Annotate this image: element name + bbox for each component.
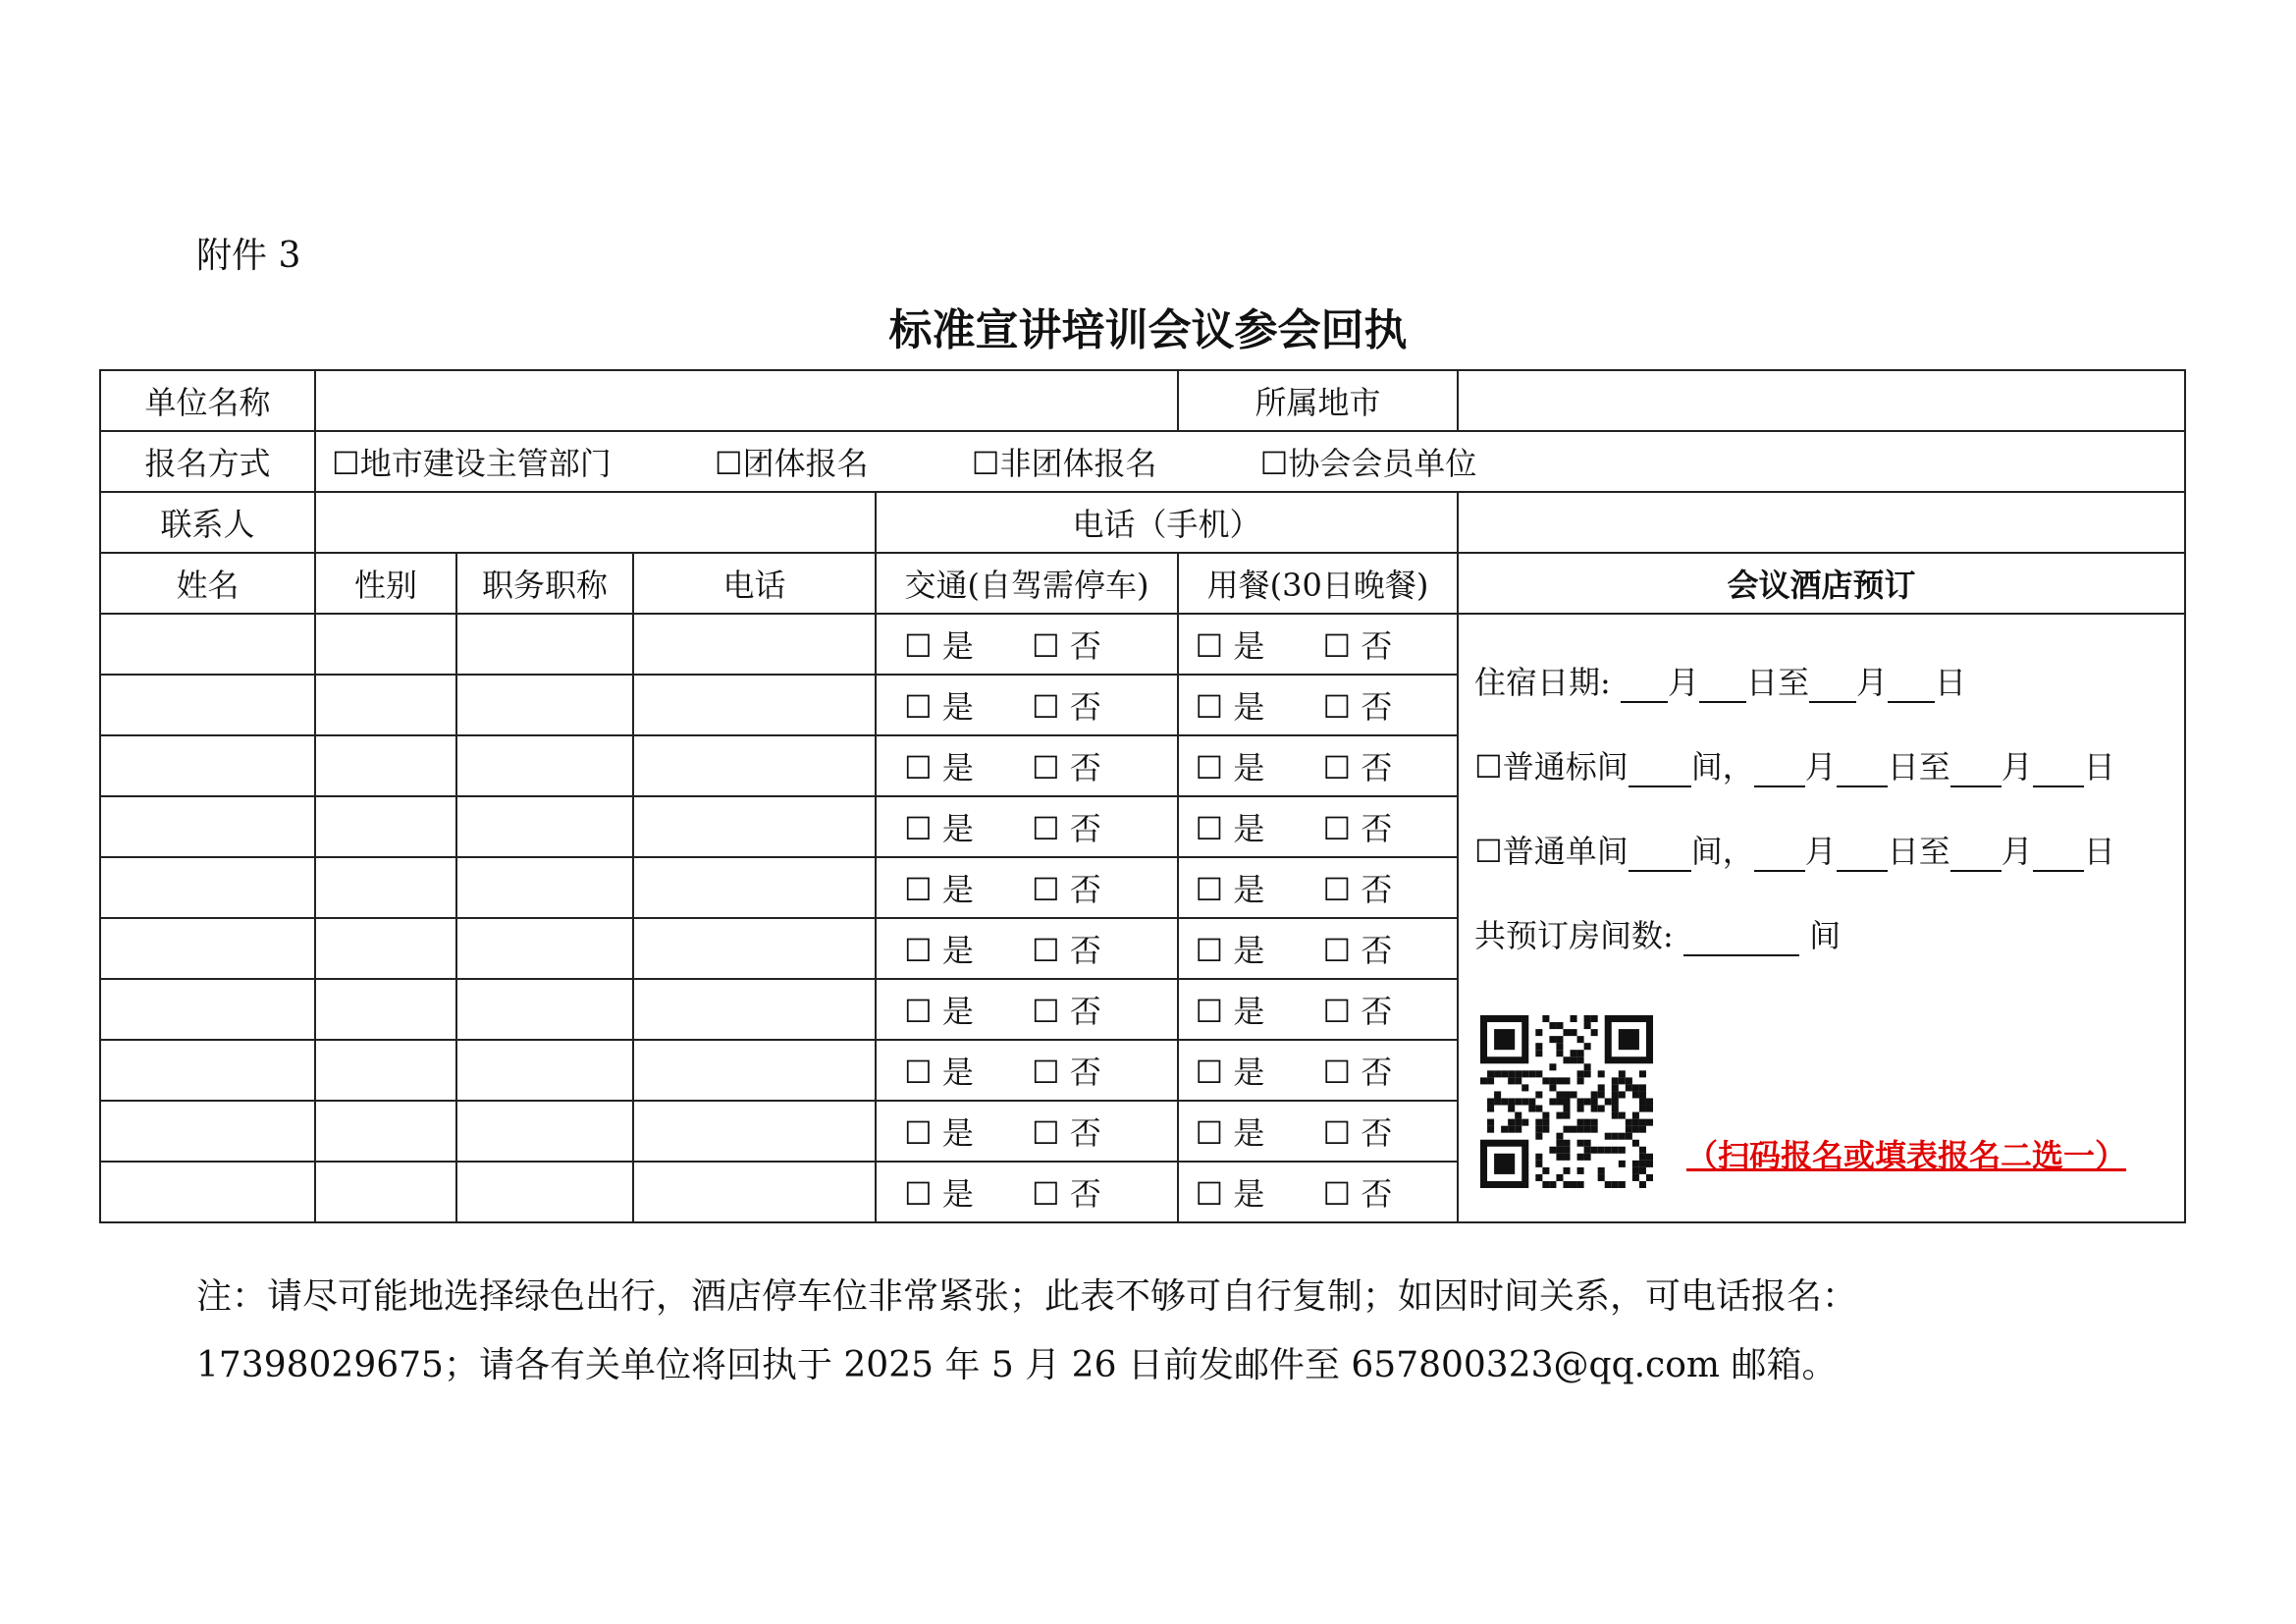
transport-choice (876, 1040, 1178, 1101)
single-room-line[interactable]: ☐普通单间 间， 月 日至 月 日 (1474, 833, 2115, 870)
meal-yes-checkbox[interactable]: ☐ 是 (1195, 810, 1265, 847)
participant-name-input[interactable] (100, 735, 315, 796)
unit-name-input[interactable] (315, 370, 1178, 431)
participant-title-input[interactable] (456, 1040, 633, 1101)
attachment-label: 附件 3 (196, 236, 301, 276)
transport-yes-checkbox[interactable]: ☐ 是 (904, 871, 974, 908)
meal-choice (1178, 857, 1458, 918)
participant-gender-input[interactable] (315, 1101, 456, 1162)
col-title: 职务职称 (456, 553, 633, 614)
meal-choice (1178, 735, 1458, 796)
transport-choice (876, 675, 1178, 735)
method-option-city-dept[interactable]: ☐地市建设主管部门 (332, 445, 612, 482)
participant-title-input[interactable] (456, 614, 633, 675)
note-line-1: 注：请尽可能地选择绿色出行，酒店停车位非常紧张；此表不够可自行复制；如因时间关系，可电话报名： (196, 1276, 1858, 1317)
participant-phone-input[interactable] (633, 675, 876, 735)
meal-no-checkbox[interactable]: ☐ 否 (1322, 932, 1393, 969)
col-hotel: 会议酒店预订 (1458, 553, 2185, 614)
participant-gender-input[interactable] (315, 1162, 456, 1222)
qr-code-icon (1480, 1015, 1653, 1188)
participant-phone-input[interactable] (633, 1101, 876, 1162)
participant-gender-input[interactable] (315, 675, 456, 735)
meal-choice (1178, 918, 1458, 979)
meal-yes-checkbox[interactable]: ☐ 是 (1195, 1175, 1265, 1213)
participant-name-input[interactable] (100, 1101, 315, 1162)
meal-choice (1178, 1040, 1458, 1101)
meal-yes-checkbox[interactable]: ☐ 是 (1195, 932, 1265, 969)
transport-choice (876, 796, 1178, 857)
meal-no-checkbox[interactable]: ☐ 否 (1322, 627, 1393, 665)
meal-choice (1178, 614, 1458, 675)
method-label: 报名方式 (100, 431, 315, 492)
participant-title-input[interactable] (456, 857, 633, 918)
transport-no-checkbox[interactable]: ☐ 否 (1032, 810, 1101, 847)
meal-no-checkbox[interactable]: ☐ 否 (1322, 993, 1393, 1030)
meal-yes-checkbox[interactable]: ☐ 是 (1195, 1054, 1265, 1091)
meal-no-checkbox[interactable]: ☐ 否 (1322, 688, 1393, 726)
participant-phone-input[interactable] (633, 735, 876, 796)
col-gender: 性别 (315, 553, 456, 614)
meal-yes-checkbox[interactable]: ☐ 是 (1195, 993, 1265, 1030)
meal-no-checkbox[interactable]: ☐ 否 (1322, 749, 1393, 786)
participant-gender-input[interactable] (315, 796, 456, 857)
participant-name-input[interactable] (100, 1162, 315, 1222)
standard-room-line[interactable]: ☐普通标间 间， 月 日至 月 日 (1474, 748, 2115, 785)
transport-choice (876, 857, 1178, 918)
participant-title-input[interactable] (456, 796, 633, 857)
transport-no-checkbox[interactable]: ☐ 否 (1032, 1175, 1101, 1213)
method-options (315, 431, 2185, 492)
qr-note: （扫码报名或填表报名二选一） (1686, 1137, 2127, 1174)
col-meal: 用餐(30日晚餐) (1178, 553, 1458, 614)
meal-no-checkbox[interactable]: ☐ 否 (1322, 871, 1393, 908)
participant-phone-input[interactable] (633, 918, 876, 979)
participant-gender-input[interactable] (315, 918, 456, 979)
participant-name-input[interactable] (100, 796, 315, 857)
total-rooms-line[interactable]: 共预订房间数: 间 (1474, 917, 1842, 954)
participant-name-input[interactable] (100, 979, 315, 1040)
participant-name-input[interactable] (100, 857, 315, 918)
transport-no-checkbox[interactable]: ☐ 否 (1032, 993, 1101, 1030)
participant-phone-input[interactable] (633, 1162, 876, 1222)
participant-title-input[interactable] (456, 735, 633, 796)
participant-name-input[interactable] (100, 1040, 315, 1101)
transport-no-checkbox[interactable]: ☐ 否 (1032, 1054, 1101, 1091)
method-option-non-group[interactable]: ☐非团体报名 (971, 445, 1157, 482)
transport-choice (876, 1101, 1178, 1162)
method-option-member[interactable]: ☐协会会员单位 (1259, 445, 1477, 482)
transport-choice (876, 614, 1178, 675)
phone-input[interactable] (1458, 492, 2185, 553)
meal-yes-checkbox[interactable]: ☐ 是 (1195, 627, 1265, 665)
contact-label: 联系人 (100, 492, 315, 553)
meal-no-checkbox[interactable]: ☐ 否 (1322, 1175, 1393, 1213)
meal-yes-checkbox[interactable]: ☐ 是 (1195, 749, 1265, 786)
participant-phone-input[interactable] (633, 796, 876, 857)
transport-no-checkbox[interactable]: ☐ 否 (1032, 627, 1101, 665)
participant-row (100, 614, 2185, 675)
transport-no-checkbox[interactable]: ☐ 否 (1032, 871, 1101, 908)
transport-yes-checkbox[interactable]: ☐ 是 (904, 1054, 974, 1091)
transport-yes-checkbox[interactable]: ☐ 是 (904, 932, 974, 969)
meal-no-checkbox[interactable]: ☐ 否 (1322, 1114, 1393, 1152)
meal-no-checkbox[interactable]: ☐ 否 (1322, 810, 1393, 847)
meal-yes-checkbox[interactable]: ☐ 是 (1195, 688, 1265, 726)
col-phone: 电话 (633, 553, 876, 614)
meal-choice (1178, 1101, 1458, 1162)
meal-choice (1178, 979, 1458, 1040)
meal-choice (1178, 1162, 1458, 1222)
hotel-booking-cell (1458, 614, 2185, 1222)
col-transport: 交通(自驾需停车) (876, 553, 1178, 614)
transport-yes-checkbox[interactable]: ☐ 是 (904, 1175, 974, 1213)
transport-yes-checkbox[interactable]: ☐ 是 (904, 627, 974, 665)
participant-name-input[interactable] (100, 918, 315, 979)
participant-name-input[interactable] (100, 675, 315, 735)
transport-choice (876, 1162, 1178, 1222)
participant-gender-input[interactable] (315, 1040, 456, 1101)
participant-phone-input[interactable] (633, 1040, 876, 1101)
meal-choice (1178, 675, 1458, 735)
city-input[interactable] (1458, 370, 2185, 431)
transport-yes-checkbox[interactable]: ☐ 是 (904, 749, 974, 786)
participant-phone-input[interactable] (633, 979, 876, 1040)
participant-title-input[interactable] (456, 675, 633, 735)
transport-yes-checkbox[interactable]: ☐ 是 (904, 993, 974, 1030)
transport-no-checkbox[interactable]: ☐ 否 (1032, 1114, 1101, 1152)
transport-no-checkbox[interactable]: ☐ 否 (1032, 688, 1101, 726)
unit-name-label: 单位名称 (100, 370, 315, 431)
meal-yes-checkbox[interactable]: ☐ 是 (1195, 871, 1265, 908)
method-option-group[interactable]: ☐团体报名 (714, 445, 869, 482)
participant-title-input[interactable] (456, 979, 633, 1040)
city-label: 所属地市 (1178, 370, 1458, 431)
contact-input[interactable] (315, 492, 876, 553)
participant-gender-input[interactable] (315, 857, 456, 918)
participant-gender-input[interactable] (315, 979, 456, 1040)
participant-title-input[interactable] (456, 918, 633, 979)
transport-choice (876, 979, 1178, 1040)
stay-date-line[interactable]: 住宿日期: 月 日至 月 日 (1474, 664, 1967, 701)
transport-yes-checkbox[interactable]: ☐ 是 (904, 688, 974, 726)
meal-yes-checkbox[interactable]: ☐ 是 (1195, 1114, 1265, 1152)
transport-no-checkbox[interactable]: ☐ 否 (1032, 932, 1101, 969)
col-name: 姓名 (100, 553, 315, 614)
participant-title-input[interactable] (456, 1101, 633, 1162)
participant-gender-input[interactable] (315, 614, 456, 675)
form-title: 标准宣讲培训会议参会回执 (888, 305, 1408, 355)
transport-yes-checkbox[interactable]: ☐ 是 (904, 810, 974, 847)
meal-choice (1178, 796, 1458, 857)
participant-phone-input[interactable] (633, 857, 876, 918)
transport-no-checkbox[interactable]: ☐ 否 (1032, 749, 1101, 786)
note-line-2: 17398029675；请各有关单位将回执于 2025 年 5 月 26 日前发邮件至 657800323@qq.com 邮箱。 (196, 1345, 1838, 1385)
registration-form (99, 369, 2186, 1223)
participant-title-input[interactable] (456, 1162, 633, 1222)
transport-yes-checkbox[interactable]: ☐ 是 (904, 1114, 974, 1152)
participant-phone-input[interactable] (633, 614, 876, 675)
meal-no-checkbox[interactable]: ☐ 否 (1322, 1054, 1393, 1091)
participant-name-input[interactable] (100, 614, 315, 675)
transport-choice (876, 918, 1178, 979)
transport-choice (876, 735, 1178, 796)
participant-gender-input[interactable] (315, 735, 456, 796)
phone-label: 电话（手机） (876, 492, 1458, 553)
